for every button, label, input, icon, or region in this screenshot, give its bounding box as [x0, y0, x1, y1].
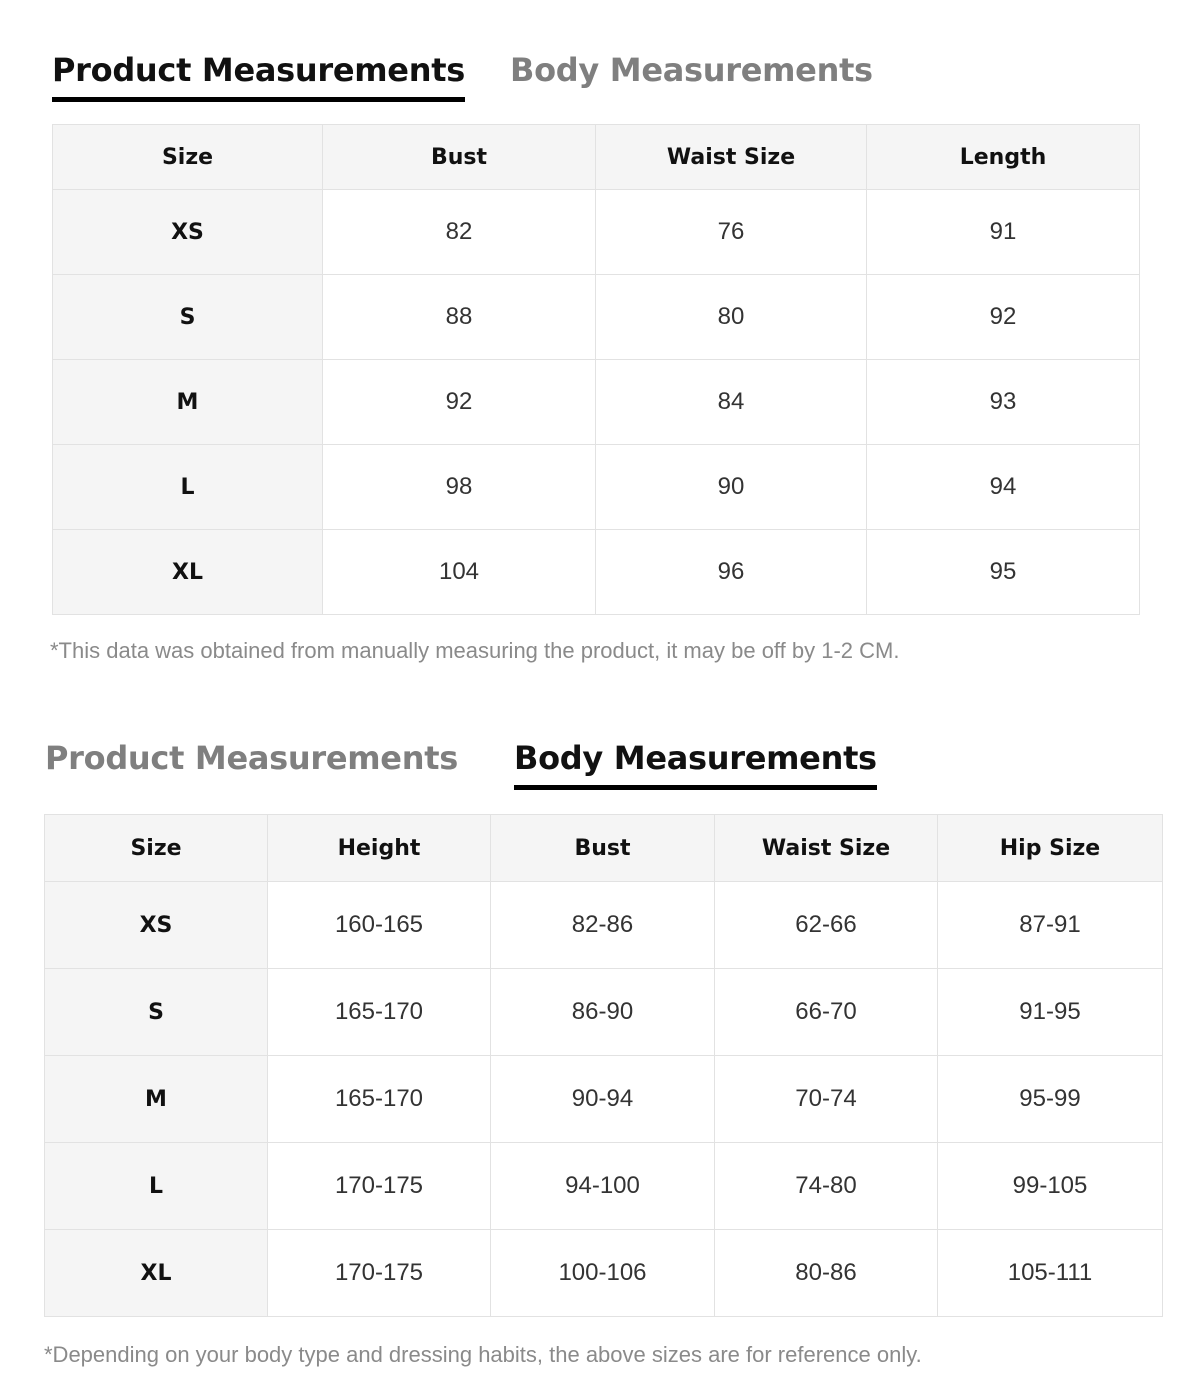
waist-cell: 66-70: [715, 969, 938, 1056]
body-measurements-note: *Depending on your body type and dressing habits, the above sizes are for reference only.: [44, 1342, 922, 1367]
table-row: [53, 275, 1140, 360]
table-row: [53, 530, 1140, 615]
table-row: [45, 882, 1163, 969]
size-cell: XS: [53, 190, 323, 275]
body-measurements-tabs: [45, 738, 1155, 798]
table-row: [53, 190, 1140, 275]
size-cell: M: [45, 1056, 268, 1143]
length-cell: 95: [867, 530, 1140, 615]
height-cell: 170-175: [268, 1230, 491, 1317]
size-cell: L: [45, 1143, 268, 1230]
hip-cell: 95-99: [938, 1056, 1163, 1143]
waist-cell: 84: [596, 360, 867, 445]
hip-cell: 87-91: [938, 882, 1163, 969]
tab-product-measurements[interactable]: Product Measurements: [45, 739, 458, 777]
header-waist-size: Waist Size: [715, 815, 938, 882]
product-measurements-note: *This data was obtained from manually measuring the product, it may be off by 1-2 CM.: [50, 638, 900, 663]
height-cell: 165-170: [268, 1056, 491, 1143]
size-cell: XL: [45, 1230, 268, 1317]
length-cell: 92: [867, 275, 1140, 360]
waist-cell: 74-80: [715, 1143, 938, 1230]
bust-cell: 82-86: [491, 882, 715, 969]
bust-cell: 104: [323, 530, 596, 615]
hip-cell: 91-95: [938, 969, 1163, 1056]
length-cell: 94: [867, 445, 1140, 530]
size-cell: L: [53, 445, 323, 530]
tab-body-measurements[interactable]: Body Measurements: [514, 739, 877, 777]
table-header-row: [53, 125, 1140, 190]
tab-body-measurements[interactable]: Body Measurements: [510, 51, 873, 89]
size-cell: M: [53, 360, 323, 445]
bust-cell: 92: [323, 360, 596, 445]
size-cell: XL: [53, 530, 323, 615]
header-length: Length: [867, 125, 1140, 190]
bust-cell: 94-100: [491, 1143, 715, 1230]
waist-cell: 80-86: [715, 1230, 938, 1317]
height-cell: 160-165: [268, 882, 491, 969]
length-cell: 91: [867, 190, 1140, 275]
bust-cell: 98: [323, 445, 596, 530]
bust-cell: 88: [323, 275, 596, 360]
header-hip-size: Hip Size: [938, 815, 1163, 882]
bust-cell: 90-94: [491, 1056, 715, 1143]
table-row: [45, 969, 1163, 1056]
bust-cell: 82: [323, 190, 596, 275]
table-row: [45, 1143, 1163, 1230]
header-bust: Bust: [323, 125, 596, 190]
hip-cell: 99-105: [938, 1143, 1163, 1230]
table-row: [53, 445, 1140, 530]
header-height: Height: [268, 815, 491, 882]
table-row: [53, 360, 1140, 445]
waist-cell: 80: [596, 275, 867, 360]
table-row: [45, 1056, 1163, 1143]
header-waist-size: Waist Size: [596, 125, 867, 190]
waist-cell: 70-74: [715, 1056, 938, 1143]
bust-cell: 86-90: [491, 969, 715, 1056]
hip-cell: 105-111: [938, 1230, 1163, 1317]
header-size: Size: [45, 815, 268, 882]
size-cell: S: [45, 969, 268, 1056]
height-cell: 170-175: [268, 1143, 491, 1230]
waist-cell: 76: [596, 190, 867, 275]
body-measurements-table: [44, 814, 1163, 1317]
size-cell: S: [53, 275, 323, 360]
bust-cell: 100-106: [491, 1230, 715, 1317]
table-header-row: [45, 815, 1163, 882]
header-size: Size: [53, 125, 323, 190]
table-row: [45, 1230, 1163, 1317]
product-measurements-table: [52, 124, 1140, 615]
header-bust: Bust: [491, 815, 715, 882]
tab-product-measurements[interactable]: Product Measurements: [52, 51, 465, 89]
waist-cell: 62-66: [715, 882, 938, 969]
size-cell: XS: [45, 882, 268, 969]
height-cell: 165-170: [268, 969, 491, 1056]
waist-cell: 90: [596, 445, 867, 530]
waist-cell: 96: [596, 530, 867, 615]
length-cell: 93: [867, 360, 1140, 445]
product-measurements-tabs: [52, 50, 1152, 110]
